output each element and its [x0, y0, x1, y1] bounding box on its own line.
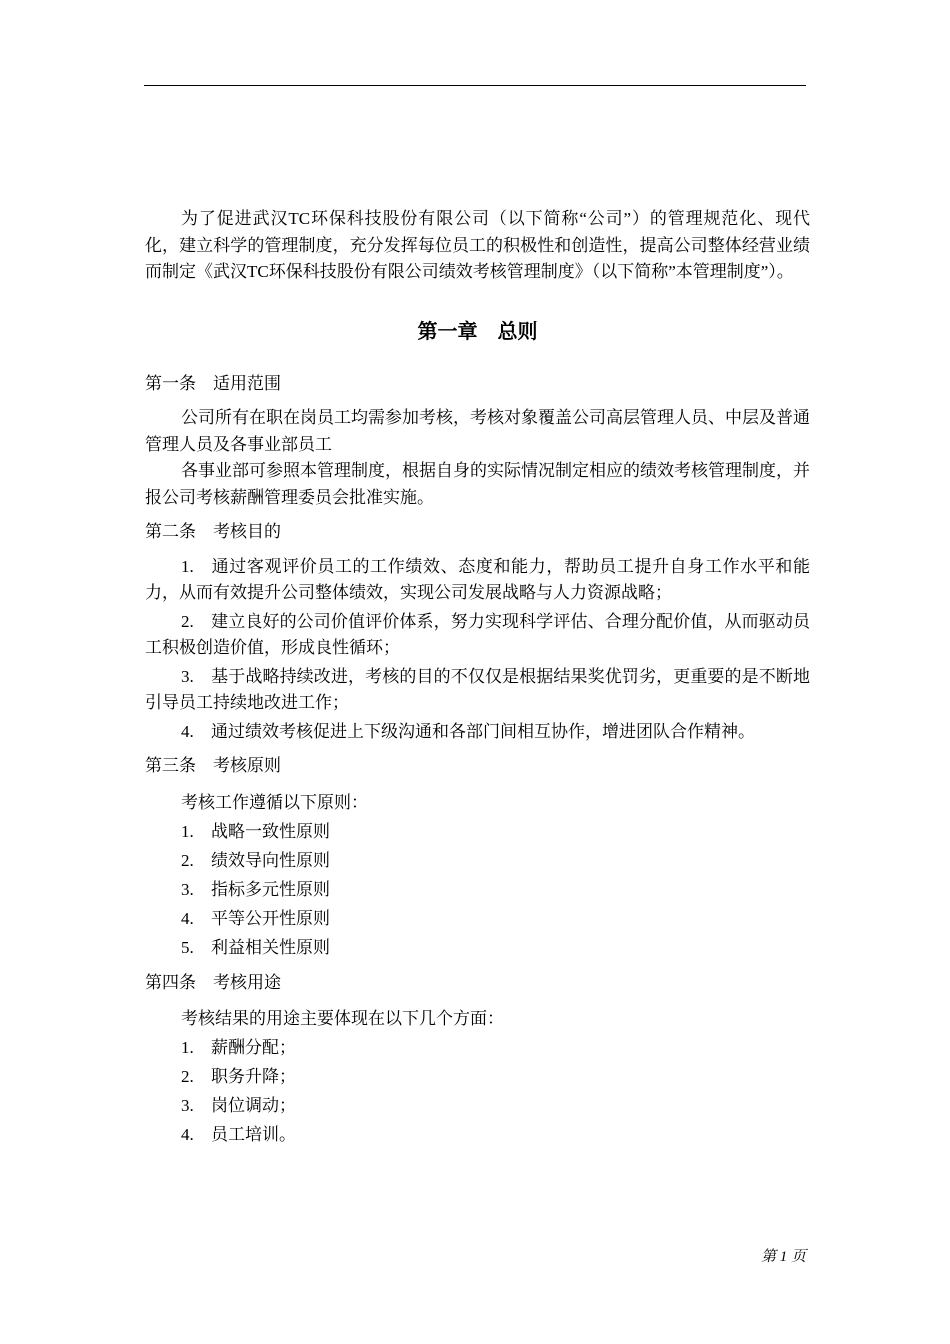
list-item: [145, 1033, 810, 1062]
item-number: 3.: [181, 666, 194, 686]
item-text: 岗位调动；: [211, 1096, 296, 1115]
item-number: 5.: [181, 937, 194, 957]
item-number: 1.: [181, 556, 194, 576]
item-text: 职务升降；: [211, 1067, 296, 1086]
list-item: [145, 1062, 810, 1091]
item-text: 利益相关性原则: [211, 937, 330, 957]
article-3-intro: 考核工作遵循以下原则：: [181, 792, 368, 812]
item-text: 建立良好的公司价值评价体系，努力实现科学评估、合理分配价值，从而驱动员工积极创造价值，形成良性循环；: [145, 611, 810, 657]
article-2-item: [145, 554, 810, 607]
page-number: 第 1 页: [760, 1249, 806, 1265]
item-text: 基于战略持续改进，考核的目的不仅仅是根据结果奖优罚劣，更重要的是不断地引导员工持续地改进工作；: [145, 666, 810, 712]
article-1-heading: 第一条 适用范围: [145, 373, 281, 393]
list-item: [145, 875, 810, 904]
item-number: 2.: [181, 611, 194, 631]
item-text: 薪酬分配；: [211, 1038, 296, 1057]
article-4-heading: 第四条 考核用途: [145, 972, 281, 992]
item-text: 指标多元性原则: [211, 879, 330, 899]
item-number: 4.: [181, 721, 194, 741]
item-text: 平等公开性原则: [211, 908, 330, 928]
list-item: [145, 904, 810, 933]
list-item: [145, 846, 810, 875]
article-4-intro: 考核结果的用途主要体现在以下几个方面：: [181, 1009, 504, 1028]
header-rule: [144, 85, 806, 86]
item-number: 3.: [181, 879, 194, 899]
item-text: 战略一致性原则: [211, 821, 330, 841]
item-number: 4.: [181, 1125, 194, 1144]
list-item: [145, 817, 810, 846]
article-2-item: [145, 609, 810, 662]
article-3-heading: 第三条 考核原则: [145, 756, 281, 775]
article-1-paragraph-2: 各事业部可参照本管理制度，根据自身的实际情况制定相应的绩效考核管理制度，并报公司考核薪酬管理委员会批准实施。: [145, 461, 810, 507]
list-item: [145, 933, 810, 962]
item-text: 通过绩效考核促进上下级沟通和各部门间相互协作，增进团队合作精神。: [211, 721, 755, 741]
item-text: 员工培训。: [211, 1125, 296, 1144]
item-number: 1.: [181, 821, 194, 841]
item-text: 绩效导向性原则: [211, 850, 330, 870]
article-2-item: [145, 719, 810, 746]
article-1-paragraph-1: 公司所有在职在岗员工均需参加考核，考核对象覆盖公司高层管理人员、中层及普通管理人员及各事业部员工: [145, 408, 810, 454]
list-item: [145, 1120, 810, 1149]
item-number: 2.: [181, 850, 194, 870]
item-text: 通过客观评价员工的工作绩效、态度和能力，帮助员工提升自身工作水平和能力，从而有效提升公司整体绩效，实现公司发展战略与人力资源战略；: [145, 556, 810, 602]
item-number: 4.: [181, 908, 194, 928]
article-2-item: [145, 664, 810, 717]
item-number: 2.: [181, 1067, 194, 1086]
item-number: 3.: [181, 1096, 194, 1115]
document-body: [145, 206, 810, 1149]
article-2-heading: 第二条 考核目的: [145, 522, 281, 541]
intro-paragraph: 为了促进武汉TC环保科技股份有限公司（以下简称“公司”）的管理规范化、现代化，建立科学的管理制度，充分发挥每位员工的积极性和创造性，提高公司整体经营业绩而制定《武汉TC环保科技股份有限公司绩效考核管理制度》（以下简称”本管理制度”）。: [145, 209, 810, 281]
chapter-title: 第一章 总则: [417, 320, 538, 343]
item-number: 1.: [181, 1038, 194, 1057]
list-item: [145, 1091, 810, 1120]
